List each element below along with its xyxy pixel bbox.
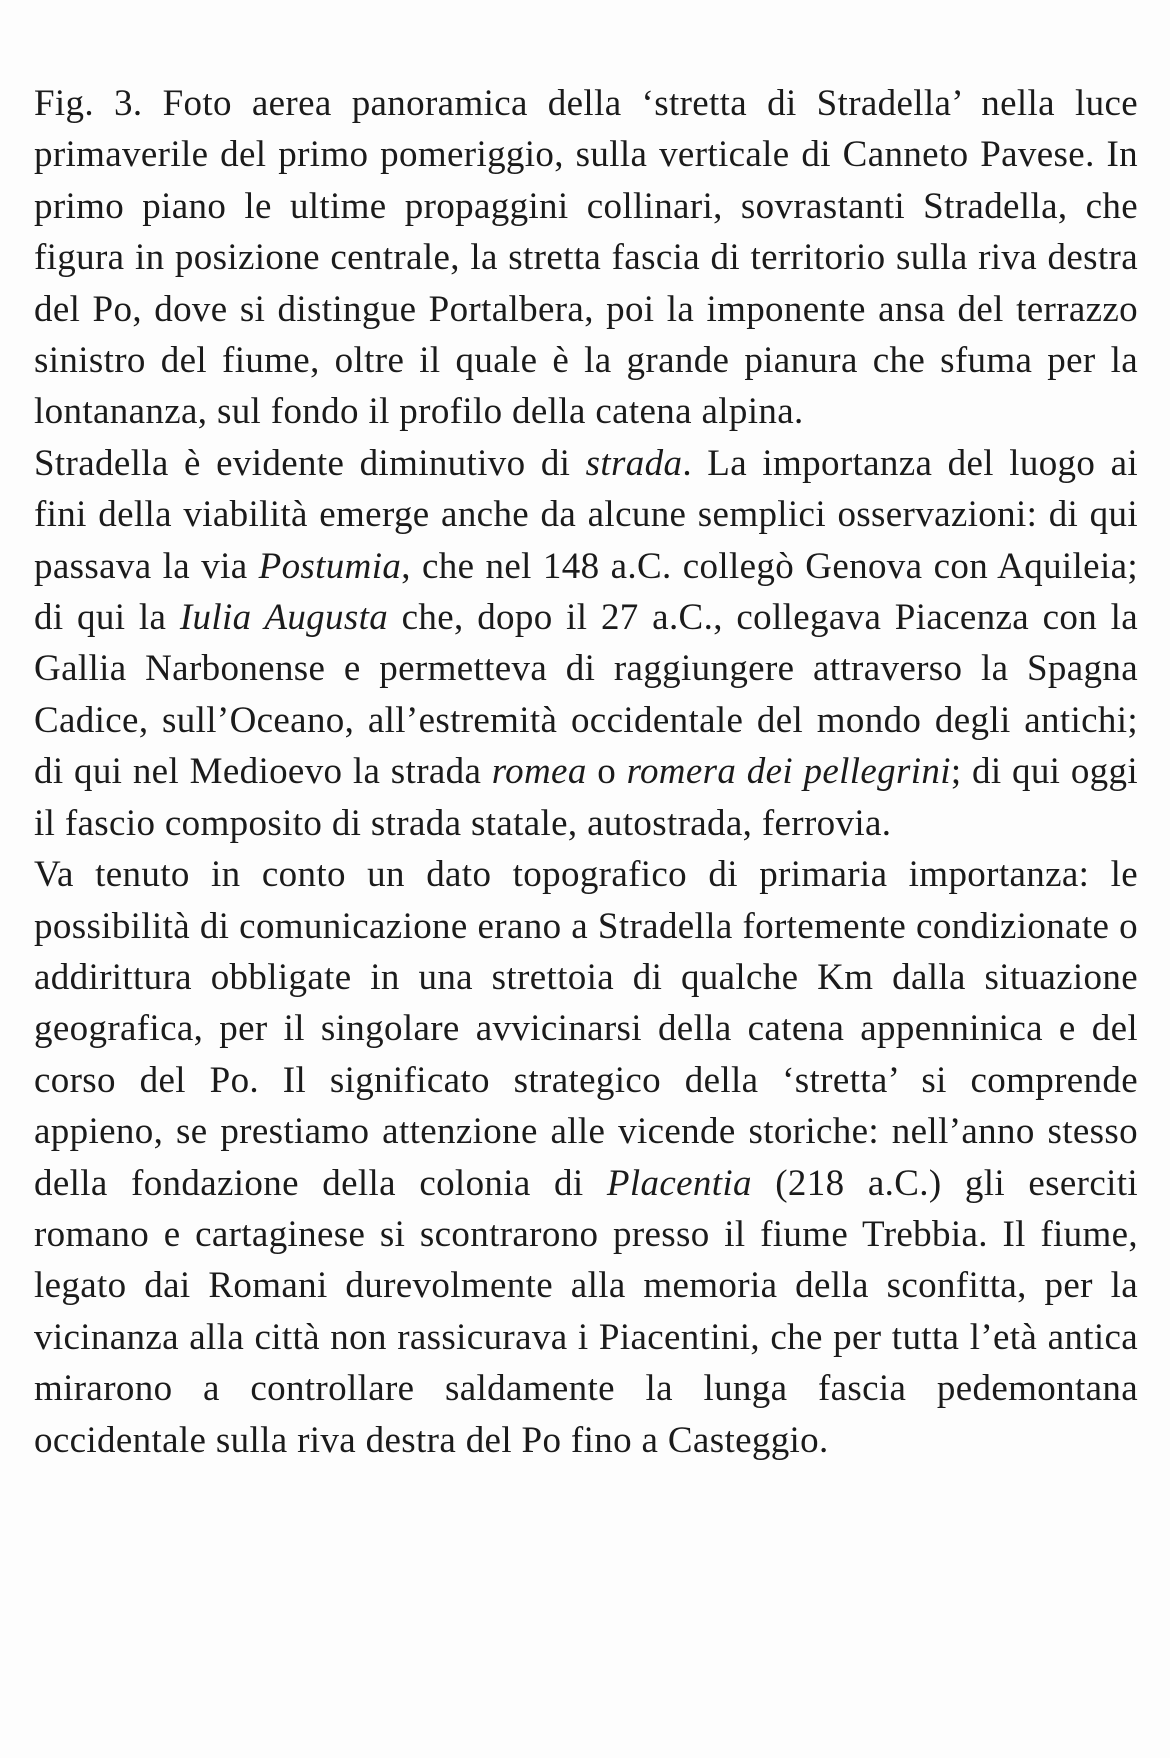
italic-term-iulia-augusta: Iulia Augusta <box>179 597 389 639</box>
paragraph-text: o <box>586 751 627 793</box>
paragraph-text: Va tenuto in conto un dato topografico di primaria importanza: le possibilità di comunicazione erano a Stradella fortemente condizionate o addirittura obbligate in una strettoia di qualche Km dalla situazione geografica, per il singolare avvicinarsi della catena appenninica e del corso del Po. Il significato strategico della ‘stretta’ si comprende appieno, se prestiamo attenzione alle vicende storiche: nell’anno stesso della fondazione della colonia di <box>34 854 1138 1204</box>
paragraph-stradella-etymology <box>34 438 1138 849</box>
paragraph-text: Stradella è evidente diminutivo di <box>34 442 586 484</box>
paragraph-text: (218 a.C.) gli eserciti romano e cartaginese si scontrarono presso il fiume Trebbia. Il fiume, legato dai Romani durevolmente alla memoria della sconfitta, per la vicinanza alla città non rassicurava i Piacentini, che per tutta l’età antica mirarono a controllare saldamente la lunga fascia pedemontana occidentale sulla riva destra del Po fino a Casteggio. <box>34 1162 1139 1461</box>
paragraph-topography <box>34 849 1138 1466</box>
paragraph-text: che, dopo il 27 a.C., collegava Piacenza con la Gallia Narbonense e permetteva di raggiungere attraverso la Spagna Cadice, sull’Oceano, all’estremità occidentale del mondo degli antichi; di qui nel Medioevo la strada <box>34 597 1139 793</box>
text-body <box>34 78 1138 1466</box>
paragraph-text: ; di qui oggi il fascio composito di strada statale, autostrada, ferrovia. <box>34 751 1138 844</box>
caption-text: Fig. 3. Foto aerea panoramica della ‘stretta di Stradella’ nella luce primaverile del primo pomeriggio, sulla verticale di Canneto Pavese. In primo piano le ultime propaggini collinari, sovrastanti Stradella, che figura in posizione centrale, la stretta fascia di territorio sulla riva destra del Po, dove si distingue Portalbera, poi la imponente ansa del terrazzo sinistro del fiume, oltre il quale è la grande pianura che sfuma per la lontananza, sul fondo il profilo della catena alpina. <box>34 83 1138 433</box>
paragraph-text: , che nel 148 a.C. collegò Genova con Aquileia; di qui la <box>34 545 1138 639</box>
italic-term-romea: romea <box>491 751 587 793</box>
italic-term-romera-dei-pellegrini: romera dei pellegrini <box>626 751 951 793</box>
figure-caption <box>34 78 1138 438</box>
italic-term-strada: strada <box>585 442 683 484</box>
italic-term-placentia: Placentia <box>606 1162 752 1204</box>
italic-term-postumia: Postumia <box>258 545 402 587</box>
paragraph-text: . La importanza del luogo ai fini della viabilità emerge anche da alcune semplici osservazioni: di qui passava la via <box>34 442 1138 587</box>
